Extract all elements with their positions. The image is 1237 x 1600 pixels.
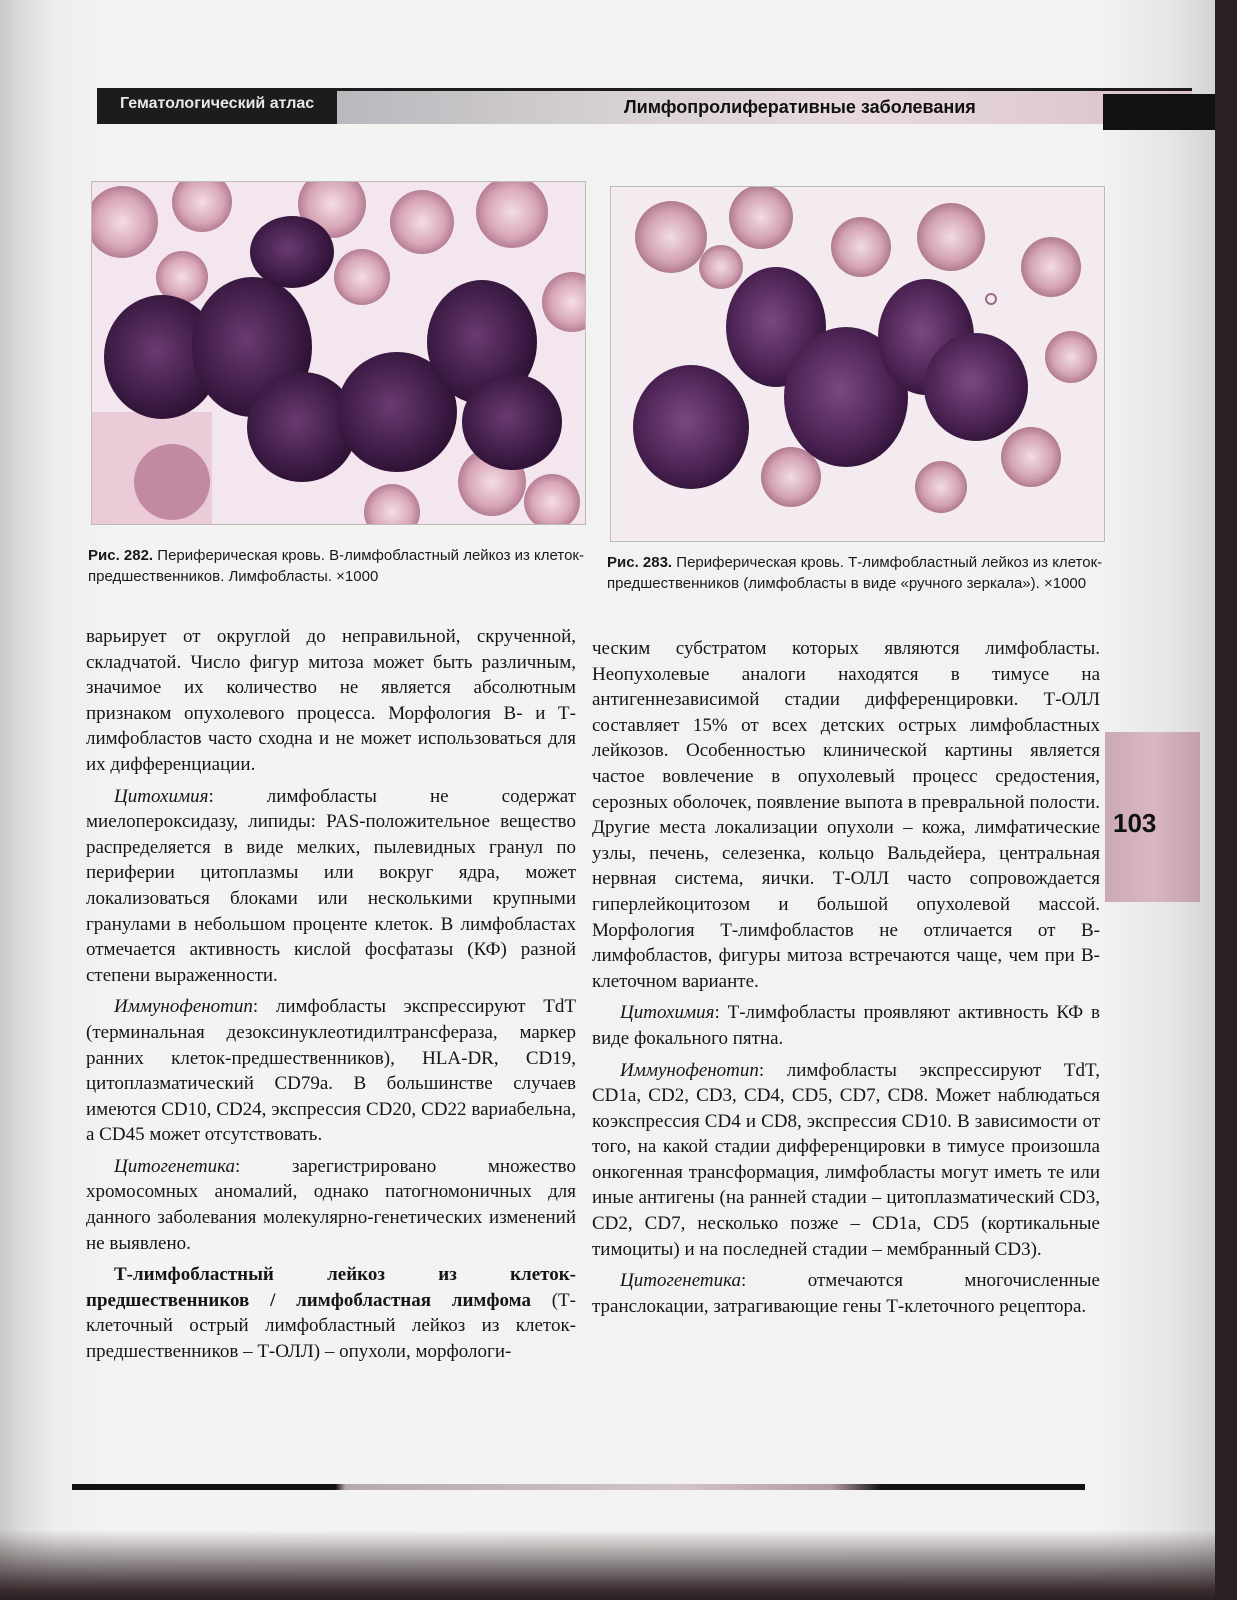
figure-282-caption <box>88 545 590 587</box>
micrograph-t-lymphoblasts <box>611 187 1104 541</box>
running-header <box>97 84 1215 134</box>
figure-283-micrograph <box>610 186 1105 542</box>
cytochemistry-text: : лимфобласты не содержат миелопероксидазу, липиды: PAS-положительное вещество распределяется в виде мелких, пылевидных гранул по периферии цитоплазмы или вокруг ядра, может локализоваться блоками или несколькими крупными гранулами в небольшом проценте клеток. В лимфобластах отмечается активность кислой фосфатазы (КФ) разной степени выраженности. <box>86 785 576 986</box>
footer-rule <box>72 1484 1085 1490</box>
figure-283-text: Периферическая кровь. Т-лимфобластный лейкоз из клеток-предшественников (лимфобласты в виде «ручного зеркала»). ×1000 <box>607 554 1103 592</box>
right-paragraph-1: ческим субстратом которых являются лимфобласты. Неопухолевые аналоги находятся в тимусе на антигеннезависимой стадии дифференцировки. Т-ОЛЛ составляет 15% от всех детских острых лимфобластных лейкозов. Особенностью клинической картины является частое вовлечение в опухолевый процесс средостения, серозных оболочек, появление выпота в превральной полости. Другие места локализации опухоли – кожа, лимфатические узлы, печень, селезенка, кольцо Вальдейера, центральная нервная система, яички. Т-ОЛЛ часто сопровождается гиперлейкоцитозом и большой опухолевой массой. Морфология Т-лимфобластов не отличается от В-лимфобластов, фигуры митоза встречаются чаще, чем при В-клеточном варианте. <box>592 638 1100 992</box>
t-cytochemistry-text: : Т-лимфобласты проявляют активность КФ в виде фокального пятна. <box>592 1002 1100 1049</box>
cytochemistry-label: Цитохимия <box>114 785 209 807</box>
t-cytogenetics-text: : отмечаются многочисленные транслокации, затрагивающие гены Т-клеточного рецептора. <box>592 1270 1100 1317</box>
header-chapter-block <box>337 88 1192 124</box>
figure-283-number: Рис. 283. <box>607 554 673 571</box>
right-text-column <box>592 636 1100 1325</box>
t-all-text: (Т-клеточный острый лимфобластный лейкоз из клеток-предшественников – Т-ОЛЛ) – опухоли, морфологи- <box>86 1289 576 1363</box>
header-book-title-block <box>97 88 337 124</box>
immunophenotype-text: : лимфобласты экспрессируют TdT (терминальная дезоксинуклеотидилтрансфераза, маркер ранних клеток-предшественников), HLA-DR, CD19, цитоплазматический CD79a. В большинстве случаев имеются CD10, CD24, экспрессия CD20, CD22 вариабельна, а CD45 может отсутствовать. <box>86 996 576 1146</box>
t-all-heading: Т-лимфобластный лейкоз из клеток-предшественников / лимфобластная лимфома <box>86 1264 576 1311</box>
t-cytogenetics-label: Цитогенетика <box>620 1270 742 1292</box>
micrograph-b-lymphoblasts <box>92 182 585 524</box>
left-paragraph-1: варьирует от округлой до неправильной, скрученной, складчатой. Число фигур митоза может быть различным, значимое их количество не является абсолютным признаком опухолевого процесса. Морфология В- и Т-лимфобластов часто сходна и не может использоваться для их дифференциации. <box>86 626 576 775</box>
left-paragraph-cytogenetics <box>86 1154 576 1256</box>
figure-282-micrograph <box>91 181 586 525</box>
left-paragraph-t-all <box>86 1262 576 1364</box>
t-immunophenotype-label: Иммунофенотип <box>620 1059 759 1081</box>
cytogenetics-label: Цитогенетика <box>114 1155 236 1177</box>
header-chapter-title: Лимфопролиферативные заболевания <box>624 97 976 117</box>
figure-282-number: Рис. 282. <box>88 547 154 564</box>
right-paragraph-immunophenotype <box>592 1058 1100 1263</box>
figure-282-text: Периферическая кровь. В-лимфобластный лейкоз из клеток-предшественников. Лимфобласты. ×1000 <box>88 547 584 585</box>
right-paragraph-cytogenetics <box>592 1268 1100 1319</box>
figure-283-caption <box>607 552 1109 594</box>
left-paragraph-immunophenotype <box>86 994 576 1148</box>
cytogenetics-text: : зарегистрировано множество хромосомных аномалий, однако патогномоничных для данного заболевания молекулярно-генетических изменений не выявлено. <box>86 1155 576 1254</box>
right-paragraph-cytochemistry <box>592 1000 1100 1051</box>
t-cytochemistry-label: Цитохимия <box>620 1002 715 1024</box>
page-number: 103 <box>1113 808 1157 838</box>
left-paragraph-cytochemistry <box>86 784 576 989</box>
page-bottom-shadow <box>0 1530 1215 1600</box>
left-text-column <box>86 624 576 1371</box>
immunophenotype-label: Иммунофенотип <box>114 996 253 1018</box>
t-immunophenotype-text: : лимфобласты экспрессируют TdT, CD1a, CD2, CD3, CD4, CD5, CD7, CD8. Может наблюдаться коэкспрессия CD4 и CD8, экспрессия CD10. В зависимости от того, на какой стадии дифференцировки в тимусе произошла онкогенная трансформация, лимфобласты могут иметь те или иные антигены (на ранней стадии – цитоплазматический CD3, CD2, CD7, несколько позже – CD1a, CD5 (кортикальные тимоциты) и на последней стадии – мембранный CD3). <box>592 1059 1100 1260</box>
header-book-title: Гематологический атлас <box>120 95 315 112</box>
header-end-block <box>1103 94 1215 130</box>
